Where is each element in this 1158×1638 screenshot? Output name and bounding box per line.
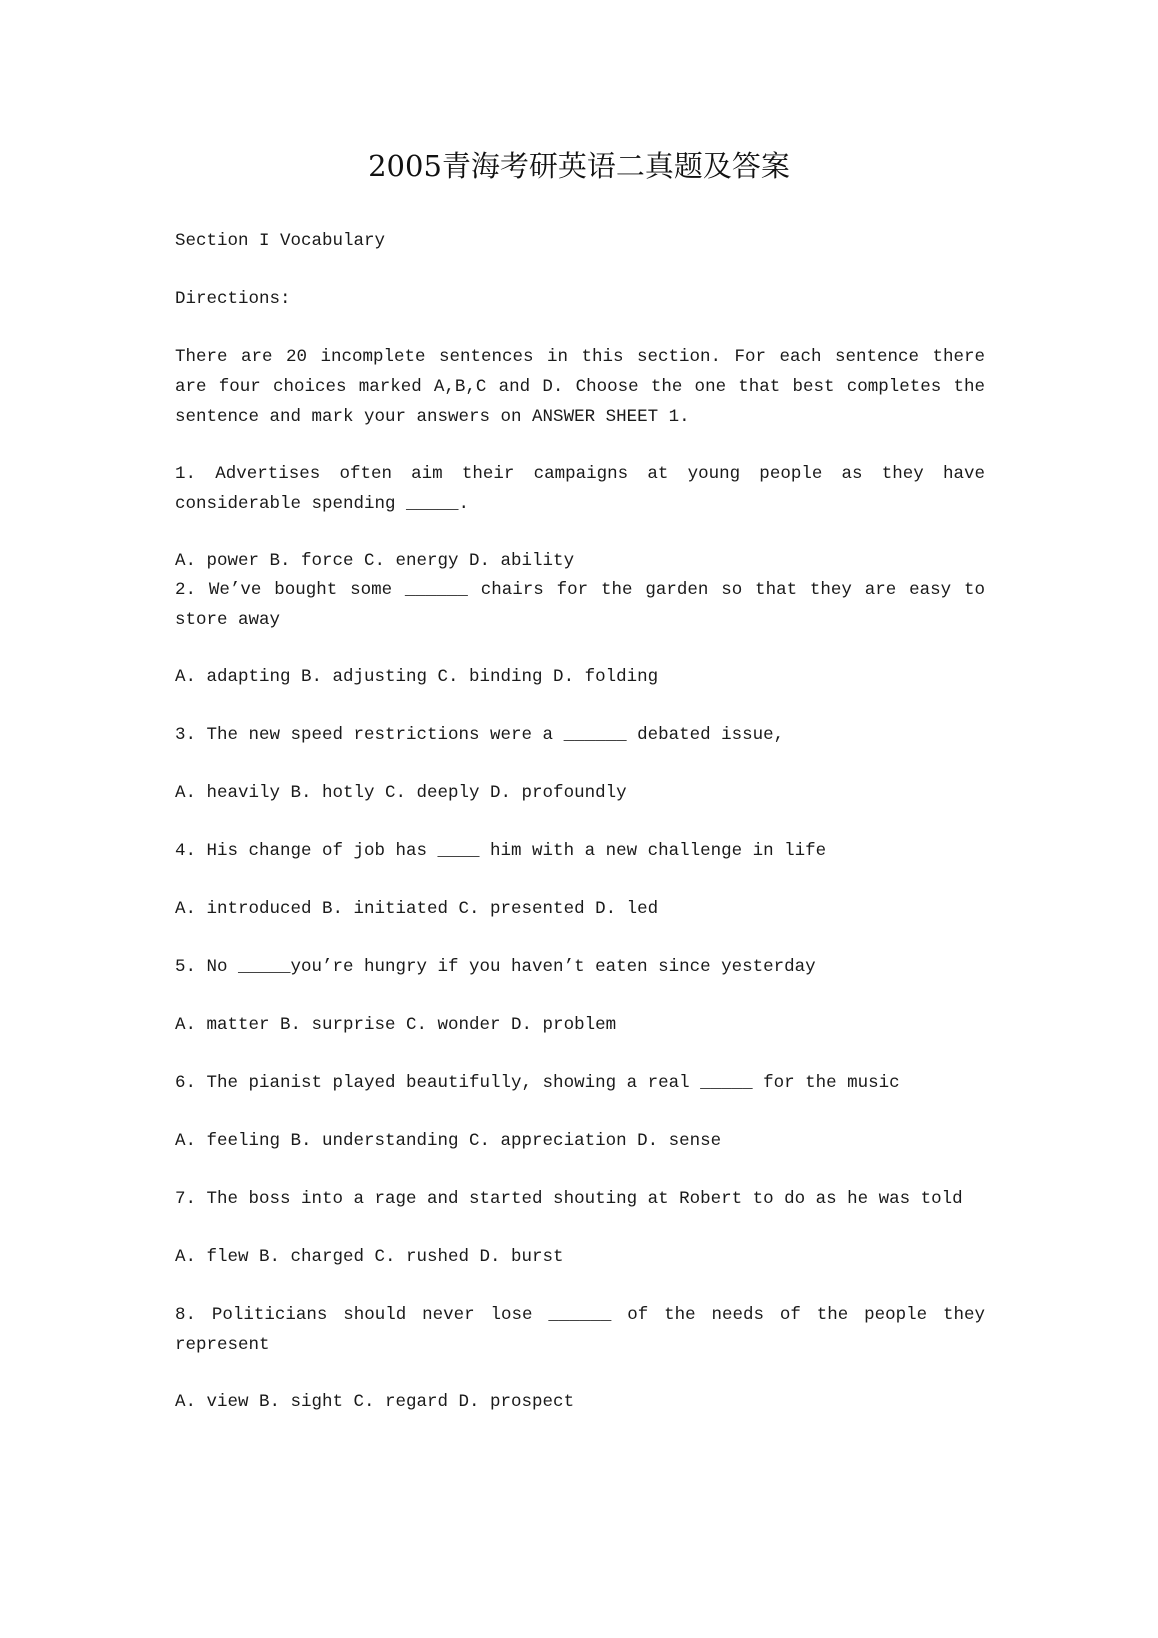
question-6-options: A. feeling B. understanding C. appreciation D. sense	[175, 1131, 722, 1151]
document-title: 2005青海考研英语二真题及答案	[368, 149, 790, 183]
question-1-stem: 1. Advertises often aim their campaigns at young people as they have considerable spending _____.	[175, 464, 985, 514]
question-7-stem: 7. The boss into a rage and started shouting at Robert to do as he was told	[175, 1189, 963, 1209]
question-5-options: A. matter B. surprise C. wonder D. problem	[175, 1015, 617, 1035]
question-2-stem: 2. We’ve bought some ______ chairs for the garden so that they are easy to store away	[175, 580, 985, 630]
question-3-options: A. heavily B. hotly C. deeply D. profoundly	[175, 783, 627, 803]
section-heading: Section I Vocabulary	[175, 231, 386, 251]
directions-text: There are 20 incomplete sentences in this section. For each sentence there are four choices marked A,B,C and D. Choose the one that best completes the sentence and mark your answers on ANSWER SHEET 1.	[175, 347, 985, 427]
question-4-options: A. introduced B. initiated C. presented D. led	[175, 899, 659, 919]
question-4-stem: 4. His change of job has ____ him with a new challenge in life	[175, 841, 827, 861]
question-6-stem: 6. The pianist played beautifully, showing a real _____ for the music	[175, 1073, 900, 1093]
question-3-stem: 3. The new speed restrictions were a ______ debated issue,	[175, 725, 785, 745]
question-5-stem: 5. No _____you’re hungry if you haven’t eaten since yesterday	[175, 957, 816, 977]
question-8-stem: 8. Politicians should never lose ______ of the needs of the people they represent	[175, 1305, 985, 1355]
question-8-options: A. view B. sight C. regard D. prospect	[175, 1392, 575, 1412]
question-1-options: A. power B. force C. energy D. ability	[175, 551, 575, 571]
directions-label: Directions:	[175, 289, 291, 309]
question-2-options: A. adapting B. adjusting C. binding D. folding	[175, 667, 659, 687]
question-7-options: A. flew B. charged C. rushed D. burst	[175, 1247, 564, 1267]
